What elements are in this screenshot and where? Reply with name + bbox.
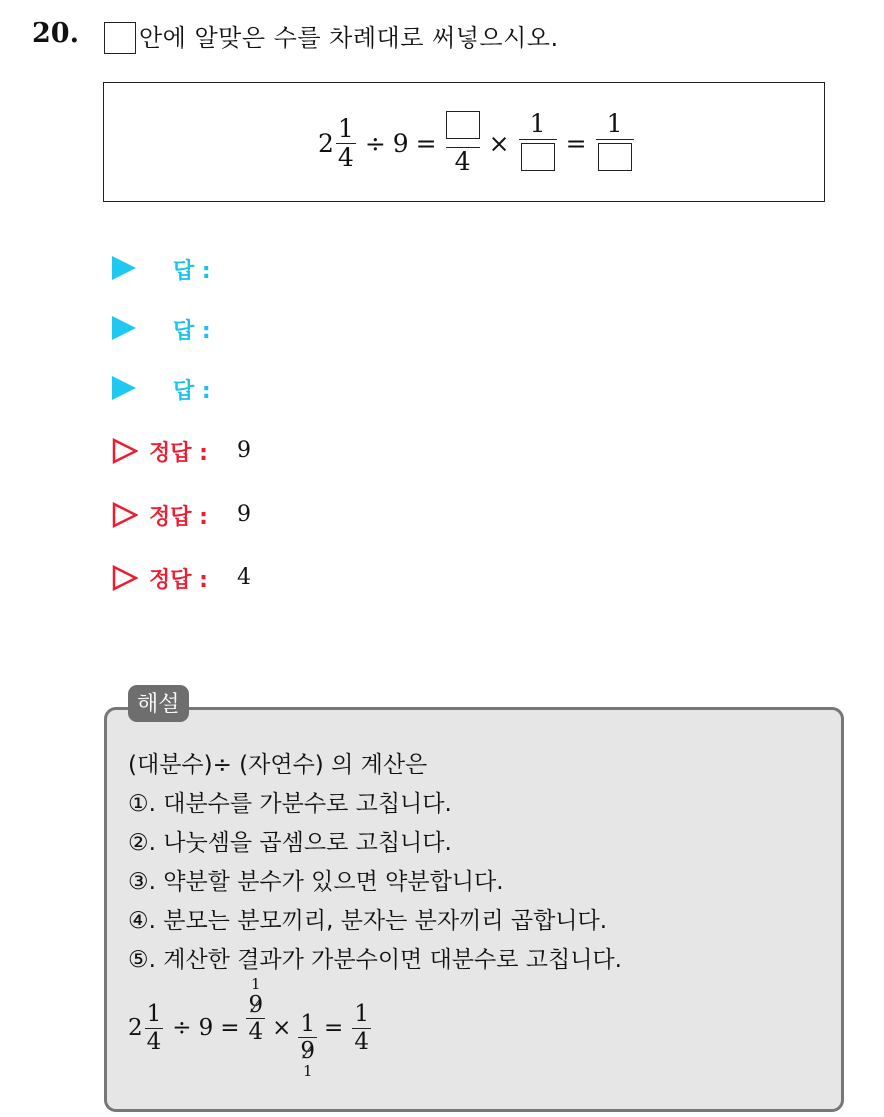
solution-value-2: 9	[237, 502, 251, 527]
eq-num: 1	[337, 113, 354, 143]
calc-f2-num: 1	[300, 1010, 316, 1037]
eq-frac3-num: 1	[606, 109, 623, 138]
eq-times: ×	[488, 129, 510, 159]
calc-times: ×	[272, 1015, 292, 1041]
play-arrow-icon	[112, 376, 136, 400]
solution-label-3: 정답 :	[149, 568, 208, 593]
blank-box-denominator-2[interactable]	[598, 143, 632, 171]
eq-fraction-2	[519, 110, 557, 178]
outline-triangle-icon	[112, 565, 138, 591]
blank-box-denominator-1[interactable]	[521, 143, 555, 171]
solution-value-3: 4	[237, 565, 251, 590]
calc-result	[352, 1001, 371, 1055]
calc-res-den: 4	[354, 1028, 369, 1055]
calc-num: 1	[146, 1001, 162, 1028]
outline-triangle-icon	[112, 502, 138, 528]
explanation-line: (대분수)÷ (자연수) 의 계산은	[128, 752, 428, 778]
calc-divide: ÷	[172, 1015, 192, 1041]
eq-den: 4	[337, 143, 354, 173]
calc-f1-num: 9	[248, 991, 264, 1018]
eq-equals-2: =	[565, 129, 587, 159]
explanation-calculation	[128, 974, 373, 1081]
question-text: 안에 알맞은 수를 차례대로 써넣으시오.	[139, 24, 559, 52]
explanation-line: ③. 약분할 분수가 있으면 약분합니다.	[128, 869, 504, 895]
explanation-line: ⑤. 계산한 결과가 가분수이면 대분수로 고칩니다.	[128, 947, 622, 973]
blank-box-icon	[104, 22, 136, 54]
calc-f1-den: 4	[248, 1019, 264, 1045]
explanation-tag: 해설	[128, 685, 189, 722]
answer-label-1: 답 :	[173, 259, 211, 284]
eq-fraction-3	[596, 110, 634, 178]
eq-divisor: 9	[392, 129, 409, 159]
play-arrow-icon	[112, 256, 136, 280]
calc-den: 4	[146, 1028, 162, 1055]
calc-f2-reduced: 1	[302, 1062, 313, 1081]
explanation-line: ①. 대분수를 가분수로 고칩니다.	[128, 791, 452, 817]
equation-box	[103, 82, 825, 202]
explanation-line: ②. 나눗셈을 곱셈으로 고칩니다.	[128, 830, 452, 856]
calc-fraction-2	[298, 1011, 317, 1080]
answer-label-3: 답 :	[173, 379, 211, 404]
calc-fraction-1	[246, 974, 265, 1046]
blank-box-numerator[interactable]	[446, 111, 480, 139]
solution-label-1: 정답 :	[149, 441, 208, 466]
eq-whole: 2	[318, 129, 334, 159]
equation	[318, 110, 636, 178]
solution-value-1: 9	[237, 438, 251, 463]
solution-label-2: 정답 :	[149, 505, 208, 530]
calc-divisor: 9	[198, 1015, 214, 1041]
eq-equals-1: =	[415, 129, 437, 159]
play-arrow-icon	[112, 316, 136, 340]
eq-fraction-1	[446, 111, 480, 178]
calc-res-num: 1	[354, 1001, 369, 1028]
calc-equals-2: =	[324, 1015, 344, 1041]
eq-frac1-den: 4	[454, 147, 471, 177]
calc-f1-reduced: 1	[251, 974, 261, 993]
question-number: 20.	[32, 18, 79, 49]
answer-label-2: 답 :	[173, 319, 211, 344]
calc-equals-1: =	[220, 1015, 240, 1041]
explanation-line: ④. 분모는 분모끼리, 분자는 분자끼리 곱합니다.	[128, 908, 608, 934]
outline-triangle-icon	[112, 438, 138, 464]
calc-mixed-fraction	[145, 1001, 164, 1055]
eq-frac2-num: 1	[529, 109, 546, 138]
calc-whole: 2	[128, 1015, 143, 1041]
eq-divide: ÷	[364, 129, 386, 159]
calc-f2-den: 9	[300, 1038, 316, 1064]
eq-mixed-fraction	[336, 115, 356, 174]
